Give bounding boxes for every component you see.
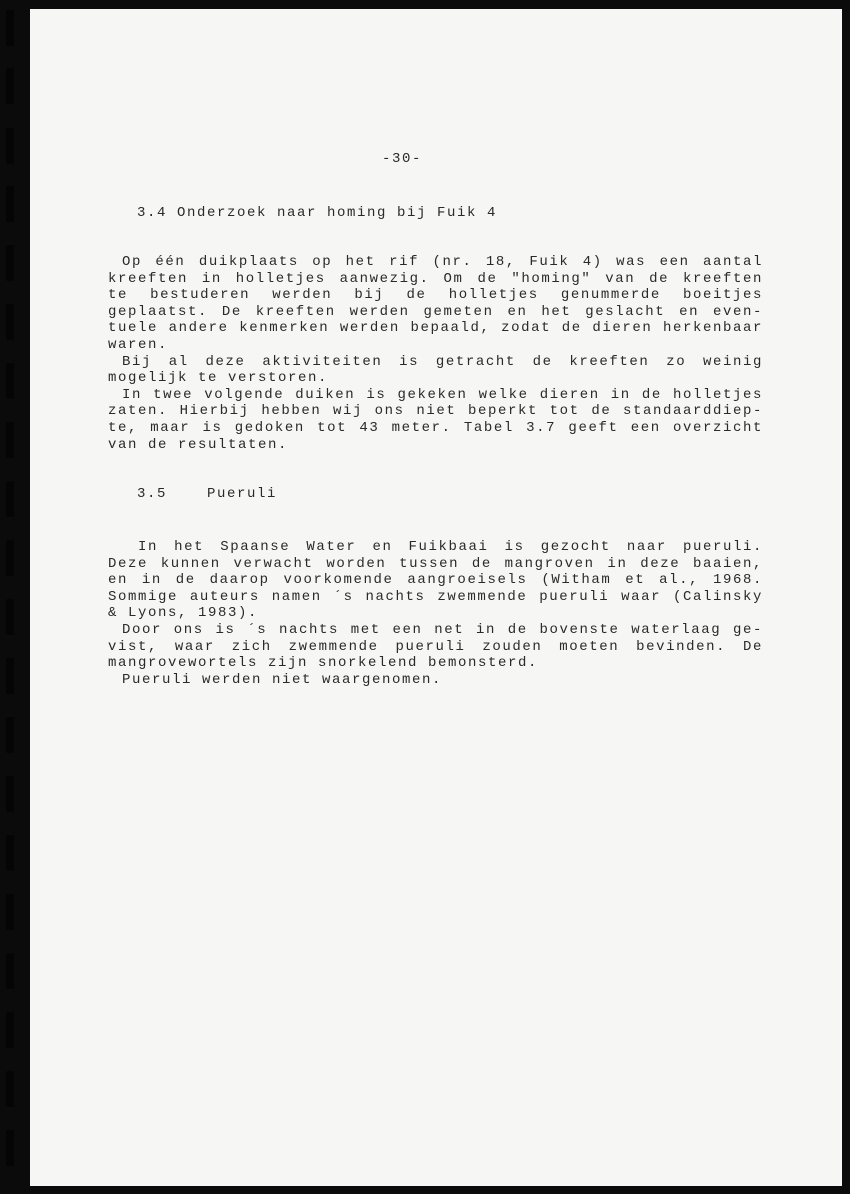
binding-mark (6, 481, 14, 517)
text-line: mangrovewortels zijn snorkelend bemonsterd. (108, 655, 539, 672)
binding-mark (6, 245, 14, 281)
text-line: zaten. Hierbij hebben wij ons niet beperkt tot de standaarddiep- (108, 403, 763, 420)
text-line: In twee volgende duiken is gekeken welke dieren in de holletjes (122, 386, 763, 403)
section-heading-3-4: 3.4 Onderzoek naar homing bij Fuik 4 (137, 205, 498, 221)
text-line: en in de daarop voorkomende aangroeisels (Witham et al., 1968. (108, 572, 763, 589)
text-line: mogelijk te verstoren. (108, 370, 329, 387)
text-line: van de resultaten. (108, 436, 289, 453)
binding-mark (6, 1071, 14, 1107)
binding-mark (6, 599, 14, 635)
text-line: kreeften in holletjes aanwezig. Om de "homing" van de kreeften (108, 270, 763, 287)
binding-mark (6, 540, 14, 576)
text-line: tuele andere kenmerken werden bepaald, zodat de dieren herkenbaar (108, 320, 763, 337)
binding-mark (6, 363, 14, 399)
binding-mark (6, 1130, 14, 1166)
text-line: Deze kunnen verwacht worden tussen de mangroven in deze baaien, (108, 555, 763, 572)
binding-mark (6, 776, 14, 812)
section-heading-3-5: 3.5 Pueruli (137, 486, 278, 502)
binding-mark (6, 835, 14, 871)
text-line: Door ons is ´s nachts met een net in de bovenste waterlaag ge- (122, 621, 763, 638)
section-3-4-body (108, 254, 763, 453)
text-line: Bij al deze aktiviteiten is getracht de kreeften zo weinig (122, 353, 763, 370)
text-line: Op één duikplaats op het rif (nr. 18, Fuik 4) was een aantal (122, 254, 763, 270)
binding-mark (6, 68, 14, 104)
section-3-5-body (108, 539, 763, 688)
binding-mark (6, 953, 14, 989)
text-line: Pueruli werden niet waargenomen. (122, 671, 443, 688)
binding-mark (6, 186, 14, 222)
binding-mark (6, 717, 14, 753)
text-line: te, maar is gedoken tot 43 meter. Tabel 3.7 geeft een overzicht (108, 419, 763, 436)
binding-mark (6, 658, 14, 694)
binding-mark (6, 1012, 14, 1048)
text-line: te bestuderen werden bij de holletjes genummerde boeitjes (108, 287, 763, 304)
binding-mark (6, 10, 14, 46)
text-line: & Lyons, 1983). (108, 605, 259, 622)
binding-mark (6, 422, 14, 458)
text-line: vist, waar zich zwemmende pueruli zouden moeten bevinden. De (108, 638, 763, 655)
text-line: waren. (108, 336, 169, 353)
page-number: -30- (382, 151, 423, 167)
binding-mark (6, 128, 14, 164)
binding-mark (6, 894, 14, 930)
text-line: geplaatst. De kreeften werden gemeten en het geslacht en even- (108, 303, 763, 320)
binding-mark (6, 304, 14, 340)
text-line: Sommige auteurs namen ´s nachts zwemmende pueruli waar (Calinsky (108, 588, 763, 605)
text-line: In het Spaanse Water en Fuikbaai is gezocht naar pueruli. (138, 539, 763, 555)
